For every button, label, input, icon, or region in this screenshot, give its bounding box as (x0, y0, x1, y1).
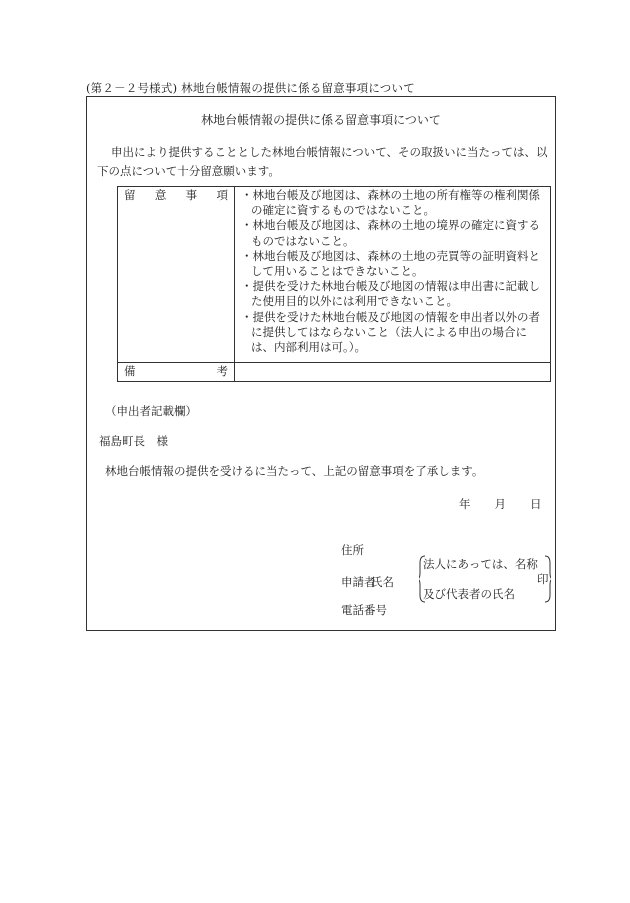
notes-row (118, 187, 551, 363)
notes-key-char: 項 (216, 188, 228, 202)
phone-label: 電話番号 (341, 603, 387, 617)
document-title: 林地台帳情報の提供に係る留意事項について (201, 113, 441, 127)
acknowledgement-text: 林地台帳情報の提供を受けるに当たって、上記の留意事項を了承します。 (105, 464, 484, 478)
notes-value-cell (235, 187, 551, 363)
remarks-key-char: 考 (216, 364, 228, 378)
date-month-label: 月 (494, 497, 506, 511)
notes-item: ・林地台帳及び地図は、森林の土地の売買等の証明資料として用いることはできないこと。 (241, 248, 540, 279)
form-frame (86, 96, 556, 631)
name-label: 氏名 (371, 575, 394, 589)
notes-item: ・林地台帳及び地図は、森林の土地の境界の確定に資するものではないこと。 (241, 218, 540, 248)
intro-paragraph: 申出により提供することとした林地台帳情報について、その取扱いに当たっては、以下の点について十分留意願います。 (97, 145, 548, 178)
corp-note-line1: 法人にあっては、名称 (423, 557, 538, 571)
notes-key-char: 意 (154, 188, 167, 202)
date-line (459, 496, 542, 512)
notes-key-char: 事 (185, 188, 198, 202)
remarks-key-cell (118, 363, 235, 382)
address-label: 住所 (341, 543, 364, 557)
applicant-section-label: （申出者記載欄） (105, 404, 197, 418)
remarks-key-char: 備 (124, 364, 136, 378)
date-year-label: 年 (459, 497, 471, 511)
date-day-label: 日 (530, 497, 542, 511)
notes-key-cell (118, 187, 235, 363)
notes-table (117, 186, 551, 382)
notes-item: ・提供を受けた林地台帳及び地図の情報を申出者以外の者に提供してはならないこと（法人による申出の場合には、内部利用は可。）。 (241, 309, 540, 355)
seal-mark: 印 (537, 572, 549, 586)
notes-item: ・林地台帳及び地図は、森林の土地の所有権等の権利関係の確定に資するものではないこと。 (241, 188, 540, 218)
remarks-value-cell[interactable] (235, 363, 551, 382)
applicant-label: 申請者 (341, 575, 376, 589)
notes-key-char: 留 (124, 188, 136, 202)
remarks-row (118, 363, 551, 382)
notes-item: ・提供を受けた林地台帳及び地図の情報は申出書に記載した使用目的以外には利用できないこと。 (241, 279, 540, 309)
addressee: 福島町長 様 (99, 434, 168, 448)
form-number-label: (第２－２号様式) 林地台帳情報の提供に係る留意事項について (86, 81, 415, 95)
corp-note-line2: 及び代表者の氏名 (423, 587, 515, 601)
